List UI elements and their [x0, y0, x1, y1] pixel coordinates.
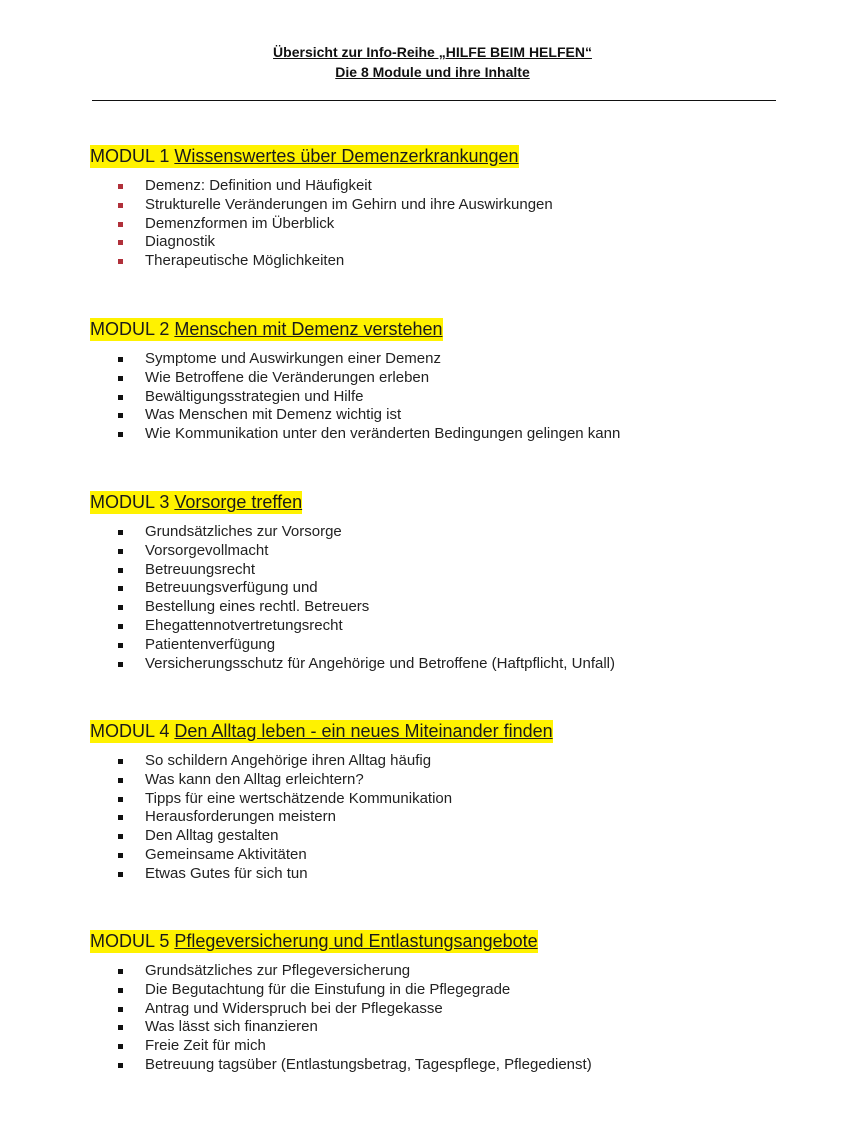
module-prefix: MODUL 5: [90, 931, 170, 951]
list-item-text: Vorsorgevollmacht: [145, 541, 269, 559]
list-item: [90, 1018, 592, 1037]
list-item-text: Patientenverfügung: [145, 635, 276, 653]
list-item-text: Was kann den Alltag erleichtern?: [145, 770, 364, 788]
bullet-icon: [118, 988, 123, 993]
list-item: [90, 655, 615, 674]
list-item-text: Freie Zeit für mich: [145, 1037, 266, 1055]
module-prefix: MODUL 4: [90, 721, 170, 741]
list-item-text: Demenzformen im Überblick: [145, 214, 335, 232]
list-item-text: Ehegattennotvertretungsrecht: [145, 616, 343, 634]
bullet-icon: [118, 643, 123, 648]
list-item: [90, 808, 553, 827]
list-item: [90, 177, 553, 196]
module-heading: [90, 930, 592, 952]
bullet-icon: [118, 624, 123, 629]
bullet-icon: [118, 815, 123, 820]
bullet-icon: [118, 222, 123, 227]
list-item-text: So schildern Angehörige ihren Alltag häufig: [145, 752, 432, 769]
list-item-text: Betreuungsverfügung und: [145, 579, 318, 597]
list-item: [90, 406, 620, 425]
bullet-icon: [118, 969, 123, 974]
bullet-icon: [118, 1063, 123, 1068]
module-title: Wissenswertes über Demenzerkrankungen: [174, 146, 519, 166]
bullet-icon: [118, 530, 123, 535]
module-title: Menschen mit Demenz verstehen: [174, 319, 443, 339]
module-prefix: MODUL 1: [90, 146, 170, 166]
list-item: [90, 598, 615, 617]
list-item-text: Demenz: Definition und Häufigkeit: [145, 177, 372, 194]
list-item: [90, 233, 553, 252]
list-item-text: Wie Kommunikation unter den veränderten Bedingungen gelingen kann: [145, 425, 621, 443]
bullet-icon: [118, 432, 123, 437]
list-item-text: Antrag und Widerspruch bei der Pflegekasse: [145, 999, 443, 1017]
list-item-text: Bewältigungsstrategien und Hilfe: [145, 387, 364, 405]
bullet-icon: [118, 357, 123, 362]
module-5: [90, 930, 592, 1075]
list-item: [90, 865, 553, 884]
list-item: [90, 579, 615, 598]
bullet-icon: [118, 203, 123, 208]
list-item: [90, 636, 615, 655]
bullet-icon: [118, 568, 123, 573]
list-item-text: Bestellung eines rechtl. Betreuers: [145, 598, 370, 616]
list-item: [90, 1056, 592, 1075]
module-4: [90, 720, 553, 884]
list-item-text: Strukturelle Veränderungen im Gehirn und ihre Auswirkungen: [145, 195, 553, 213]
list-item: [90, 827, 553, 846]
list-item-text: Betreuung tagsüber (Entlastungsbetrag, Tagespflege, Pflegedienst): [145, 1055, 592, 1073]
list-item: [90, 1037, 592, 1056]
list-item: [90, 617, 615, 636]
list-item-text: Die Begutachtung für die Einstufung in die Pflegegrade: [145, 980, 511, 998]
module-heading: [90, 145, 553, 167]
module-prefix: MODUL 2: [90, 319, 170, 339]
bullet-icon: [118, 1007, 123, 1012]
list-item: [90, 962, 592, 981]
list-item-text: Diagnostik: [145, 233, 216, 251]
bullet-icon: [118, 1025, 123, 1030]
bullet-icon: [118, 586, 123, 591]
bullet-icon: [118, 376, 123, 381]
module-3: [90, 491, 615, 673]
document-subtitle: Die 8 Module und ihre Inhalte: [335, 64, 530, 80]
bullet-icon: [118, 853, 123, 858]
module-heading: [90, 720, 553, 742]
module-prefix: MODUL 3: [90, 492, 170, 512]
bullet-icon: [118, 662, 123, 667]
bullet-icon: [118, 834, 123, 839]
bullet-icon: [118, 259, 123, 264]
module-item-list: [90, 962, 592, 1075]
bullet-icon: [118, 797, 123, 802]
list-item: [90, 846, 553, 865]
module-heading: [90, 318, 620, 340]
list-item: [90, 369, 620, 388]
module-heading: [90, 491, 615, 513]
bullet-icon: [118, 605, 123, 610]
list-item-text: Tipps für eine wertschätzende Kommunikation: [145, 789, 453, 807]
list-item: [90, 752, 553, 771]
module-title: Den Alltag leben - ein neues Miteinander finden: [174, 721, 553, 741]
list-item-text: Was Menschen mit Demenz wichtig ist: [145, 406, 402, 424]
list-item: [90, 425, 620, 444]
bullet-icon: [118, 872, 123, 877]
bullet-icon: [118, 395, 123, 400]
list-item-text: Etwas Gutes für sich tun: [145, 864, 308, 882]
list-item-text: Grundsätzliches zur Vorsorge: [145, 523, 342, 540]
document-header: [0, 42, 865, 82]
list-item-text: Herausforderungen meistern: [145, 808, 336, 826]
module-item-list: [90, 523, 615, 673]
header-divider: [92, 100, 776, 101]
list-item: [90, 252, 553, 271]
list-item-text: Grundsätzliches zur Pflegeversicherung: [145, 962, 411, 979]
bullet-icon: [118, 240, 123, 245]
list-item-text: Wie Betroffene die Veränderungen erleben: [145, 368, 430, 386]
list-item-text: Versicherungsschutz für Angehörige und Betroffene (Haftpflicht, Unfall): [145, 654, 615, 672]
document-title: Übersicht zur Info-Reihe „HILFE BEIM HELFEN“: [273, 44, 592, 60]
list-item: [90, 215, 553, 234]
bullet-icon: [118, 413, 123, 418]
module-2: [90, 318, 620, 444]
module-item-list: [90, 350, 620, 444]
list-item: [90, 790, 553, 809]
bullet-icon: [118, 184, 123, 189]
list-item: [90, 388, 620, 407]
list-item-text: Symptome und Auswirkungen einer Demenz: [145, 350, 441, 367]
list-item: [90, 561, 615, 580]
list-item-text: Therapeutische Möglichkeiten: [145, 252, 345, 270]
list-item: [90, 771, 553, 790]
bullet-icon: [118, 759, 123, 764]
bullet-icon: [118, 1044, 123, 1049]
list-item-text: Betreuungsrecht: [145, 560, 256, 578]
list-item: [90, 350, 620, 369]
module-item-list: [90, 752, 553, 884]
list-item-text: Was lässt sich finanzieren: [145, 1018, 318, 1036]
list-item: [90, 196, 553, 215]
bullet-icon: [118, 778, 123, 783]
list-item-text: Den Alltag gestalten: [145, 827, 279, 845]
list-item: [90, 981, 592, 1000]
bullet-icon: [118, 549, 123, 554]
module-1: [90, 145, 553, 271]
list-item: [90, 523, 615, 542]
list-item-text: Gemeinsame Aktivitäten: [145, 845, 307, 863]
module-title: Pflegeversicherung und Entlastungsangebote: [174, 931, 538, 951]
module-item-list: [90, 177, 553, 271]
list-item: [90, 542, 615, 561]
list-item: [90, 1000, 592, 1019]
module-title: Vorsorge treffen: [174, 492, 303, 512]
